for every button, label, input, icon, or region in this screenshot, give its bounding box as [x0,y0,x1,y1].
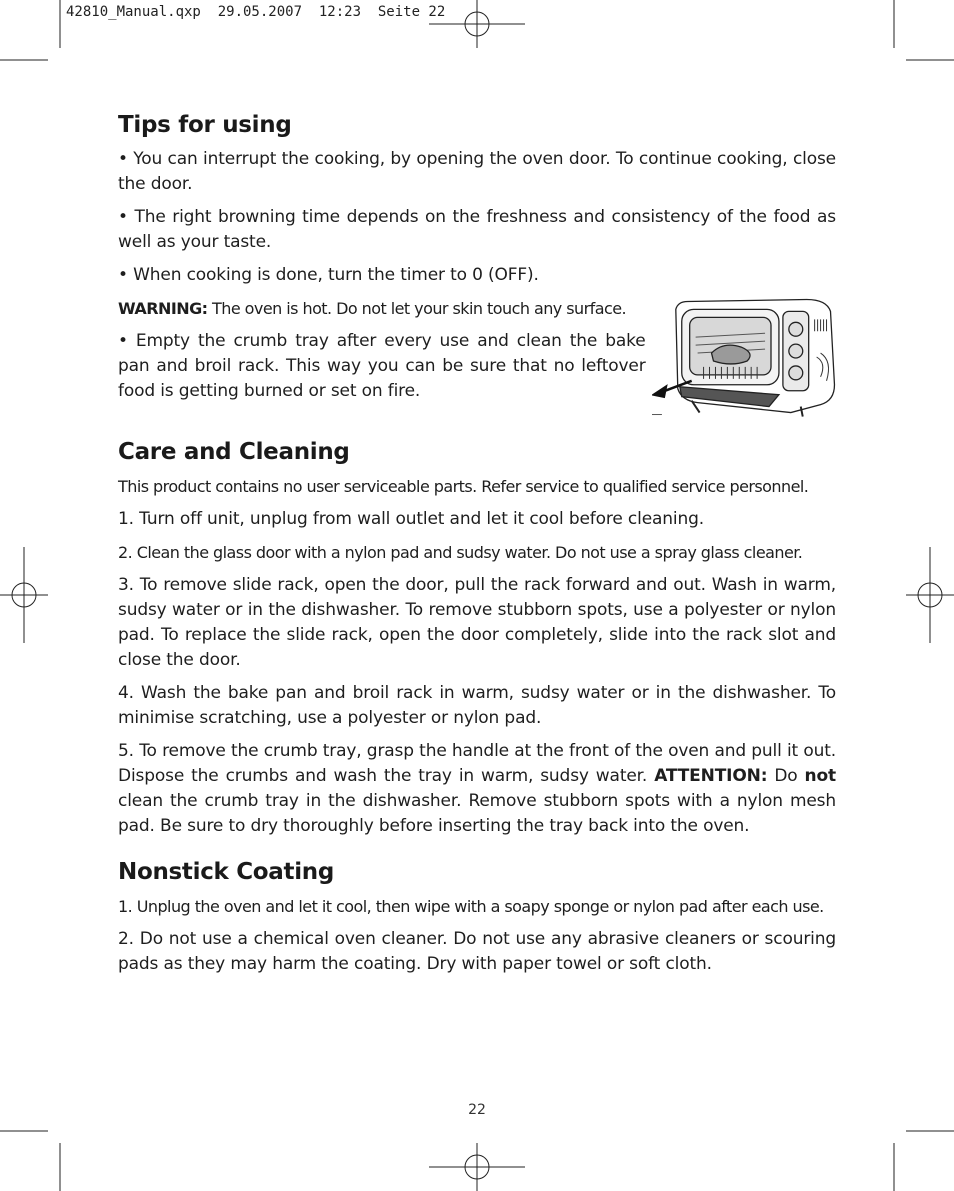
registration-mark-icon [429,0,525,48]
nonstick-step-2: 2. Do not use a chemical oven cleaner. Do not use any abrasive cleaners or scouring pads as they may harm the coating. Dry with paper towel or soft cloth. [118,929,836,974]
tip-browning: • The right browning time depends on the freshness and consistency of the food as well as your taste. [118,207,836,252]
care-step-4: 4. Wash the bake pan and broil rack in warm, sudsy water or in the dishwasher. To minimise scratching, use a polyester or nylon pad. [118,683,836,728]
tip-interrupt: • You can interrupt the cooking, by opening the oven door. To continue cooking, close the door. [118,149,836,194]
warning-text: The oven is hot. Do not let your skin touch any surface. [207,299,627,318]
care-step-2: 2. Clean the glass door with a nylon pad and sudsy water. Do not use a spray glass cleaner. [118,543,803,562]
registration-mark-icon [429,1143,525,1191]
registration-mark-icon [0,547,48,643]
warning-label: WARNING: [118,299,208,318]
attention-label: ATTENTION: [654,766,768,786]
care-step-5-part-a: 5. To remove the crumb tray, grasp the handle at the front of the oven and pull it out. Dispose the crumbs and wash the tray in warm, sudsy water. [118,741,836,786]
care-step-5-do: Do [767,766,805,786]
nonstick-step-1: 1. Unplug the oven and let it cool, then wipe with a soapy sponge or nylon pad after each use. [118,897,824,916]
tip-crumb-tray: • Empty the crumb tray after every use and clean the bake pan and broil rack. This way you can be sure that no leftover food is getting burned or set on fire. [118,331,646,401]
care-step-5 [118,739,836,839]
care-step-1: 1. Turn off unit, unplug from wall outlet and let it cool before cleaning. [118,509,704,529]
care-heading: Care and Cleaning [118,439,350,465]
crumb-tray-tip-row [118,329,836,419]
print-slug: 42810_Manual.qxp 29.05.2007 12:23 Seite 22 [66,4,446,20]
registration-mark-icon [906,547,954,643]
care-step-5-part-b: clean the crumb tray in the dishwasher. Remove stubborn spots with a nylon mesh pad. Be sure to dry thoroughly before inserting the tray back into the oven. [118,791,836,836]
toaster-oven-illustration [652,297,836,419]
nonstick-section [118,859,836,977]
care-intro: This product contains no user serviceable parts. Refer service to qualified service personnel. [118,477,809,496]
care-step-3: 3. To remove slide rack, open the door, pull the rack forward and out. Wash in warm, sudsy water or in the dishwasher. To remove stubborn spots, use a polyester or nylon pad. To replace the slide rack, open the door completely, slide into the rack slot and close the door. [118,575,836,670]
page-number: 22 [468,1102,486,1118]
not-emphasis: not [804,766,837,786]
page-content [118,112,836,997]
nonstick-heading: Nonstick Coating [118,859,335,885]
tips-section [118,112,836,419]
tip-timer: • When cooking is done, turn the timer to 0 (OFF). [118,265,539,285]
tips-heading: Tips for using [118,112,292,138]
care-section [118,439,836,839]
